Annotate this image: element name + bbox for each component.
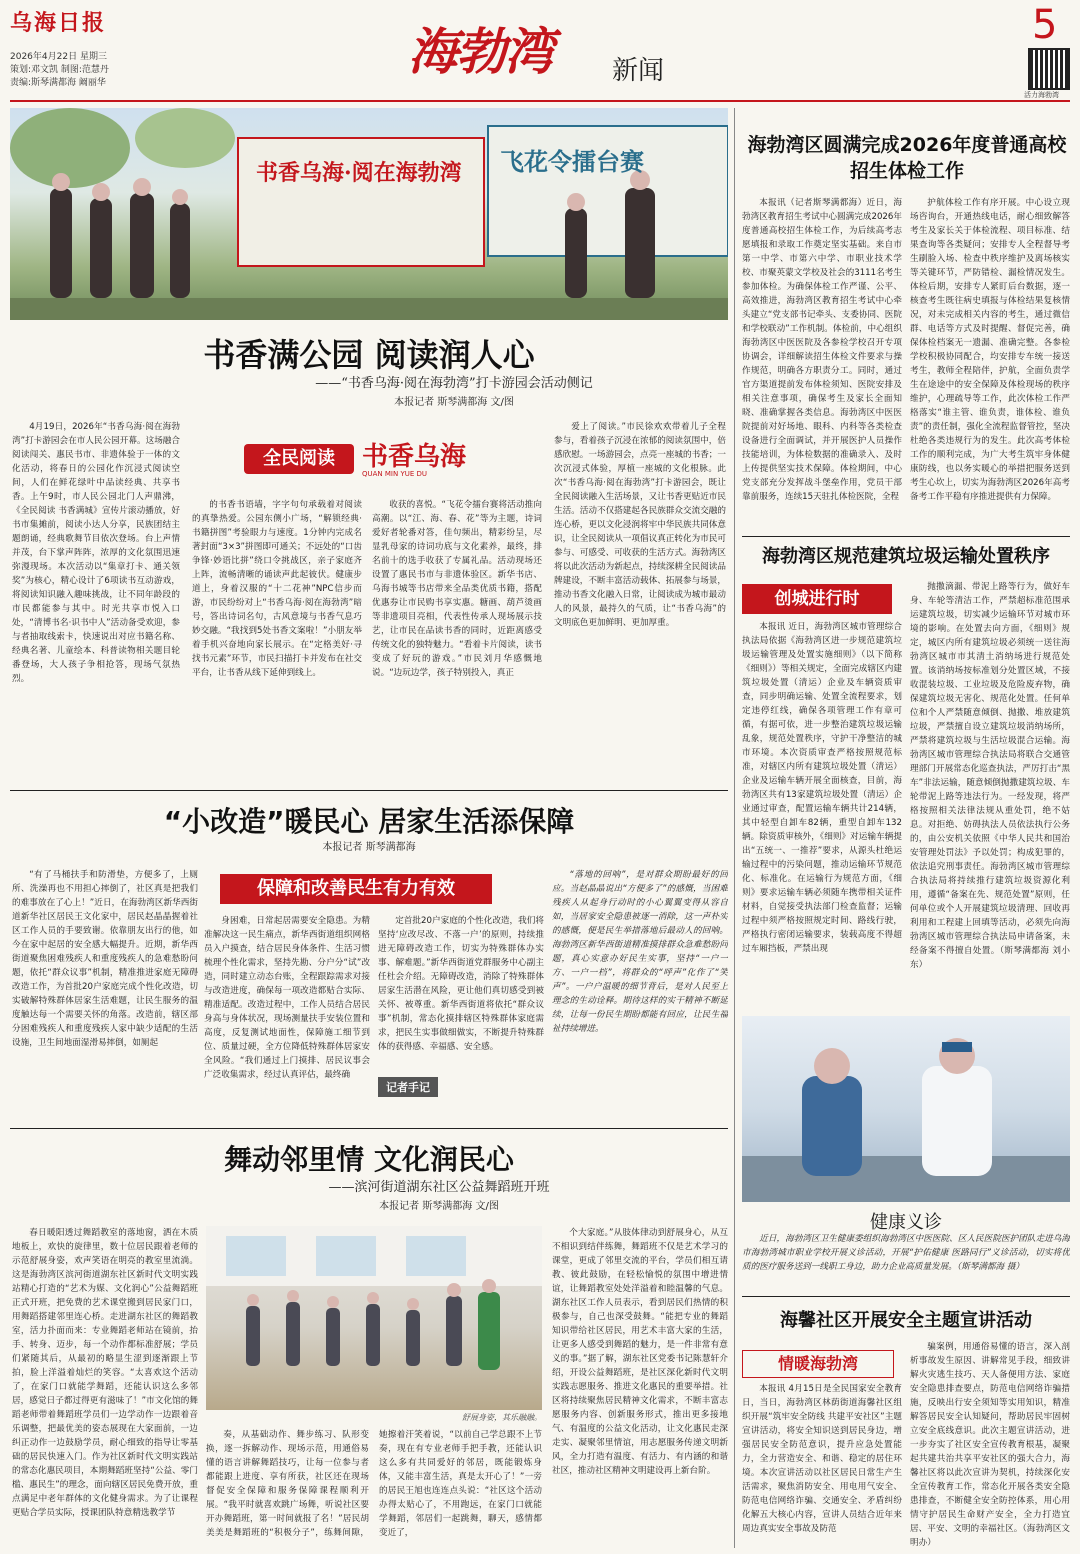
dance-column-3 <box>552 1226 728 1548</box>
safety-column-1 <box>742 1382 902 1548</box>
reading-logo-text: 全民阅读 <box>244 444 354 474</box>
physical-column-2 <box>910 196 1070 536</box>
dance-photo <box>206 1226 542 1410</box>
lead-col2-text: 的书香书语墙，字字句句承载着对阅读的真挚热爱。公园东侧小广场，“解锁经典·书籍拼图”考验眼力与速度。1分钟内完成名著封面“3×3”拼图即可通关；不远处的“口齿争锋·妙语比拼”绕口令挑战区，亲子家庭齐上阵，流畅清晰的诵读声此起彼伏。健康步道上，身着汉服的“十二花神”NPC信步而游，市民纷纷对上“书香乌海·阅在海勃湾”暗号，答出诗词名句，古风意境与书香气息巧妙交融。“我找到5处书香文案啦！”小朋友举着手机兴奋地向家长展示。在“定格美好·寻找书元素”环节，市民扫描打卡并发布在社交平台，让书香从线下延伸到线上。 <box>192 500 362 678</box>
lead-column-3 <box>372 498 542 780</box>
lead-column-4 <box>554 420 726 780</box>
date-line: 2026年4月22日 星期三 <box>10 52 107 62</box>
dance-col1-text: 春日暖阳透过舞蹈教室的落地窗，洒在木质地板上，欢快的旋律里，数十位居民跟着老师的示范舒展身姿，欢声笑语在明亮的教室里流淌。这是海勃湾区滨河街道湖东社区新时代文明实践站精心打造的“艺术为媒、文化润心”公益舞蹈班正式开班，把免费的艺术课堂搬到居民家门口，用舞蹈搭建邻里连心桥。走进湖东社区的舞蹈教室，活力扑面而来：专业舞蹈老师站在镜前，抬手、转身、迈步，每一个动作都标准舒展；学员们紧随其后，从最初的略显生涩到逐渐跟上节拍，脸上洋溢着灿烂的笑容。“太喜欢这个活动了，在家门口就能学舞蹈，还能认识这么多邻居，感觉日子都过得更有滋味了！”市文化馆的舞蹈老师带着舞蹈班学员们一边学动作一边跟着音乐调整，把最优美的姿态展现在大家面前，一边纠正动作一边鼓励学员，耐心细致的指导让零基础的居民快速入门。作为社区新时代文明实践站的常态化惠民项目，本期舞蹈班坚持“公益、零门槛、惠民生”的理念，面向辖区居民免费开放，重点满足中老年群体的文化健身需求。为了让课程更贴合学员实际，授课团队特意精选教学节 <box>12 1228 198 1518</box>
renovation-col1-text: “有了马桶扶手和防滑垫，方便多了，上厕所、洗澡再也不用担心摔倒了，社区真是把我们的难事放在了心上！”近日，在海勃湾区新华西街道新华社区居民王文化家中，居民赵晶晶握着社区工作人员的手要致谢。依靠朋友出行的他，如今在家中起居的安全感大幅提升。近期，新华西街道聚焦困难残疾人和重度残疾人的急难愁盼问题，依托“群众议事”机制，精准推进家庭无障碍改造工作，为首批20户家庭完成个性化改造，切实破解特殊群体居家生活难题，让民生服务的温度触达每一个需要关怀的角落。改造前，辖区部分困难残疾人和重度残疾人家中缺少适配的生活设施，卫生间地面湿滑易摔倒，如厕起 <box>12 870 198 1048</box>
qr-code-icon[interactable] <box>1028 48 1070 90</box>
renovation-column-2 <box>204 914 370 1118</box>
physical-column-1 <box>742 196 902 536</box>
dance-photo-scene <box>206 1226 542 1410</box>
proof-line: 责编:斯琴满都海 阚丽华 <box>10 78 106 88</box>
lead-byline: 本报记者 斯琴满都海 文/图 <box>394 397 514 408</box>
renovation-bottom-rule <box>10 1128 728 1129</box>
physical-col2-text: 护航体检工作有序开展。中心设立现场咨询台，开通热线电话，耐心细致解答考生及家长关于体检流程、项目标准、结果查询等各类疑问；安排专人全程督导考生刷脸入场、检查中秩序维护及离场核实等关键环节，严防错检、漏检情况发生。体检后期，安排专人紧盯后台数据，逐一核查考生既往病史填报与体检结果复核情况，对未完成相关内容的考生，通过微信群、电话等方式及时提醒、督促完善，确保体检档案无一遗漏、准确完整。各参检学校积极协同配合，均安排专车统一接送考生，教师全程陪伴，护航，全面负责学生在途途中的安全保障及体检现场的秩序维护，心理疏导等工作，此次体检工作严格落实“谁主管、谁负责，谁体检、谁负责”的责任制，强化全流程监督管控，坚决杜绝各类违规行为的发生。此次高考体检工作的顺利完成，为广大考生筑牢身体健康防线，也以务实暖心的举措把服务送到考生心坎上，切实为海勃湾区2026年高考备考工作平稳有序推进提供有力保障。 <box>910 198 1070 502</box>
masthead <box>10 6 310 90</box>
section-subtitle: 新闻 <box>612 56 665 86</box>
dance-col3-text: 个大家庭。”从肢体律动到舒展身心，从互不相识到结伴练舞，舞蹈班不仅是艺术学习的课堂，更成了邻里交流的平台，学员们相互请教、彼此鼓励，在轻松愉悦的氛围中增进情谊，让舞蹈教室处处洋溢着和睦温馨的气息。湖东社区工作人员表示，看到居民们热情的积极参与，自己也深受鼓舞。“能把专业的舞蹈知识带给社区居民，用艺术丰富大家的生活，让更多人感受到舞蹈的魅力，是一件非常有意义的事。”据了解，湖东社区党委书记陈慧轩介绍，开设公益舞蹈班，是社区深化新时代文明实践志愿服务、推进文化惠民的重要举措。社区将持续聚焦居民精神文化需求，不断丰富志愿服务内容、创新服务形式，推出更多接地气、有温度的公益文化活动，让文化惠民走深走实、凝聚邻里情谊，用志愿服务传递文明新风，全力打造有温度、有活力、有内涵的和谐社区，推动社区精神文明建设再上新台阶。 <box>552 1228 728 1476</box>
reporter-note-title: 记者手记 <box>378 1077 438 1097</box>
paper-name: 乌海日报 <box>10 10 107 36</box>
renovation-column-1 <box>12 868 198 1118</box>
waste-headline: 海勃湾区规范建筑垃圾运输处置秩序 <box>762 546 1050 567</box>
lead-col3-text: 收获的喜悦。“飞花令擂台赛将活动推向高潮。以“江、海、春、花”等为主题，诗词爱好者轮番对答，佳句频出，精彩纷呈，尽显乳母家的诗词功底与文化素养，最终，排名前十的选手收获了专属礼品。活动现场还设置了惠民书市与非遗体验区。新华书店、乌海书城等书店带来全品类优质书籍，搭配优惠券让市民购书享实惠。糖画、葫芦烫画等非遗项目亮相，代表性传承人现场展示技艺，让市民在品读书香的同时，近距离感受传统文化的独特魅力。“看着卡片阅读，读书变成了好玩的游戏。”市民刘月华感慨地说。“边玩边学，孩子特别投入，真正 <box>372 500 542 678</box>
lead-photo <box>10 108 728 320</box>
waste-col1-text: 本报讯 近日，海勃湾区城市管理综合执法局依据《海勃湾区进一步规范建筑垃圾运输管理及处置实施细则》（以下简称《细则》）等相关规定，全面完成辖区内建筑垃圾处置（清运）企业及车辆资质审查，同步明确运输、处置全流程要求，划定违停红线，确保各项管理工作有章可循，有据可依，进一步整治建筑垃圾运输乱象，规范处置秩序，守护干净整洁的城市环境。本次资质审查严格按照规范标准，对辖区内所有建筑垃圾处置（清运）企业及运输车辆开展全面核查，目前，海勃湾区共有13家建筑垃圾处置（清运）企业通过审查，配置运输车辆共计214辆，其中轻型自卸车82辆，重型自卸车132辆。除资质审核外，《细则》对运输车辆提出“五统一、一推荐”要求，从源头杜绝运输过程中的污染问题，推动运输环节规范化、标准化。在运输行为规范方面，《细则》要求运输车辆必须随车携带相关证件材料，自觉接受执法部门检查监督；运输过程中须严格按照规定时间、路线行驶，严格执行密闭运输要求，装载高度不得超过车厢挡板，严禁出现 <box>742 622 902 954</box>
lead-bottom-rule <box>10 790 728 791</box>
photo-banner-right: 飞花令擂台赛 <box>500 147 644 176</box>
dance-photo-caption: 舒展身姿，其乐融融。 <box>462 1413 542 1422</box>
renovation-banner: 保障和改善民生有力有效 <box>220 874 492 904</box>
dance-column-1 <box>12 1226 198 1548</box>
dance-headline: 舞动邻里情 文化润民心 <box>224 1143 514 1176</box>
qr-label: 活力海勃湾 <box>1024 91 1059 99</box>
health-title: 健康义诊 <box>870 1212 942 1233</box>
reporter-note-column <box>552 868 728 1118</box>
lead-col1-text: 4月19日，2026年“书香乌海·阅在海勃湾”打卡游园会在市人民公园开幕。这场融合阅读闯关、惠民书市、非遗体验于一体的文化活动，将春日的公园化作沉浸式阅读空间，人们在鲜花绿叶中品读经典、共享书香。上午9时，市人民公园北门人声鼎沸，《全民阅读 书香满城》宣传片滚动播放，好书市集摊前，阅读小达人分享，民族团结主题朗诵，经典歌舞节目依次登场。台上声情并茂，台下掌声阵阵，浓厚的文化氛围迅速弥漫现场。本次活动以“集章打卡、通关领奖”为核心，精心设计了6项读书互动游戏，将阅读知识融入趣味挑战，让不同年龄段的市民都能参与其中。时光共享市悦入口处，“清博书名·识书中人”活动备受欢迎，参与者抽取线索卡，快速说出对应书籍名称、经典名著、儿童绘本、科普读物相关题目轮番登场，大人孩子争相抢答，现场气氛热烈。 <box>12 422 180 684</box>
editor-line: 策划:邓文凯 制图:范慧丹 <box>10 65 109 75</box>
renovation-col3-text: 定首批20户家庭的个性化改造，我们将坚持‘应改尽改、不落一户’的原则，持续推进无障碍改造工作，切实为特殊群体办实事、解难题。”新华西街道党群服务中心副主任杜会介绍。无障碍改造，消除了特殊群体居家生活潜在风险，更让他们真切感受到被关怀、被尊重。新华西街道将依托“群众议事”机制，常态化摸排辖区特殊群体家庭需求，把民生实事做细做实，不断提升特殊群体的获得感、幸福感、安全感。 <box>378 916 544 1052</box>
health-photo <box>742 1016 1070 1202</box>
dance-subhead: ——滨河街道湖东社区公益舞蹈班开班 <box>328 1180 550 1195</box>
safety-col1-text: 本报讯 4月15日是全民国家安全教育日，当日，海勃湾区林荫街道海馨社区组织开展“筑牢安全防线 共建平安社区”主题宣讲活动，将安全知识送到居民身边，增强居民安全防范意识，提升应急处置能力，全力营造安全、和谐、稳定的居住环境。本次宣讲活动以社区居民日常生产生活需求，聚焦消防安全、用电用气安全、防范电信网络诈骗、交通安全、矛盾纠纷化解五大核心内容，宣讲人员结合近年来周边真实安全事故及防范 <box>742 1384 902 1534</box>
physical-headline: 海勃湾区圆满完成2026年度普通高校招生体检工作 <box>747 134 1067 182</box>
health-bottom-rule <box>742 1296 1070 1297</box>
reading-logo-text2: 书香乌海 <box>362 442 467 472</box>
lead-col4-text: 爱上了阅读。”市民徐欢欢带着儿子全程参与，看着孩子沉浸在浓郁的阅读氛围中，倍感欣慰。一场游园会，点亮一座城的书香；一次沉浸式体验，厚植一座城的文化根脉。此次“书香乌海·阅在海勃湾”打卡游园会，既让全民阅读融入生活场景，又让书香更贴近市民生活。活动不仅搭建起各民族群众交流交融的连心桥，更以文化浸润将牢中华民族共同体意识，让全民阅读从一项倡议真正转化为市民可参与、可感受、可收获的生活方式。海勃湾区将以此次活动为新起点，持续深耕全民阅读品牌建设，不断丰富活动载体、拓展参与场景，推动书香文化融入日常，让阅读成为城市最动人的风景，最持久的气质，让“书香乌海”的文明底色更加鲜明、更加厚重。 <box>554 422 726 628</box>
lead-photo-scene <box>10 108 728 320</box>
health-photo-scene <box>742 1016 1070 1202</box>
health-caption-text: 近日，海勃湾区卫生健康委组织海勃湾区中医医院、区人民医院医护团队走进乌海市海勃湾城市职业学校开展义诊活动，开展“护佑健康 医路同行”义诊活动，切实将优质的医疗服务送到一线职工身边，助力企业高质量发展。（斯琴满都海 摄） <box>742 1234 1070 1272</box>
safety-col2-text: 骗案例，用通俗易懂的语言，深入剖析事故发生原因、讲解常见手段，细致讲解火灾逃生技巧、天人备便用方法、家庭安全隐患排查要点，防范电信网络诈骗措施，反映出行安全须知等实用知识，精准解答居民安全认知疑问，帮助居民牢固树立安全底线意识。此次主题宣讲活动，进一步夯实了社区安全宣传教育根基，凝聚起共建共治共享平安社区的强大合力，海馨社区将以此次宣讲为契机，持续深化安全宣传教育工作，常态化开展各类安全隐患排查，不断健全安全防控体系，用心用情守护居民生命财产安全，全力打造宜居、平安、文明的幸福社区。（海勃湾区文明办） <box>910 1342 1070 1548</box>
reporter-note-text: “落地的回响”，是对群众期盼最好的回应。当赵晶晶说出“方便多了”的感慨，当困难残疾人从起身行动时的小心翼翼变得从容自如，当居家安全隐患被逐一消除，这一声朴实的感慨，便是民生举措落地后最动人的回响。海勃湾区新华西街道精准摸排群众急难愁盼问题，真心实意办好民生实事，坚持“一户一方、一户一档”，将群众的“呼声”化作了“笑声”。一户户温暖的细节背后，是对人民至上理念的生动诠释。期待这样的实干精神不断延续，让每一份民生期盼都能有回应，让民生福祉持续增进。 <box>552 870 728 1034</box>
physical-bottom-rule <box>742 536 1070 537</box>
lead-column-2 <box>192 498 362 780</box>
renovation-byline: 本报记者 斯琴满都海 <box>322 842 416 853</box>
safety-column-2 <box>910 1340 1070 1548</box>
waste-col2-text: 抛撒滴漏、带泥上路等行为，做好车身、车轮等清洁工作，严禁超标准范围承运建筑垃圾，切实减少运输环节对城市环境的影响。在处置去向方面，《细则》规定，城区内所有建筑垃圾必须统一送往海勃湾区城市市其清土消纳场进行规范处置。该消纳场按标准划分处置区域，不接收混装垃圾、工业垃圾及危险废弃物，确保建筑垃圾无害化、规范化处置。任何单位和个人严禁随意倾倒、抛撒、堆放建筑垃圾，严禁擅自设立建筑垃圾消纳场所，严禁将建筑垃圾与生活垃圾混合运输。海勃湾区城市管理综合执法局将联合交通管理部门开展常态化巡查执法，严厉打击“黑车”非法运输，随意倾倒抛撒建筑垃圾、车轮带泥上路等违法行为。一经发现，将严格按照相关法律法规从重处罚，绝不姑息。对拒绝、妨碍执法人员依法执行公务的，由公安机关依照《中华人民共和国治安管理处罚法》予以处罚；构成犯罪的，依法追究刑事责任。海勃湾区城市管理综合执法局将持续推行建筑垃圾资源化利用，遵循“备案在先、规范处置”原则，任何单位或个人开展建筑垃圾清理、回收再利用和工程建上回填等活动，必须先向海勃湾区城市管理综合执法局申请备案，未经备案不得擅自处置。（斯琴满都海 刘小东） <box>910 582 1070 970</box>
lead-subhead: ——“书香乌海·阅在海勃湾”打卡游园会活动侧记 <box>315 376 593 391</box>
reading-logo <box>244 436 484 488</box>
dance-col2-text: 奏，从基础动作、舞步练习、队形变换，逐一拆解动作、现场示范，用通俗易懂的语言讲解舞蹈技巧，让每一位参与者都能跟上进度、享有所获，社区还在现场督促安全保障和服务保障课程顺利开展。“我平时就喜欢跳广场舞，听说社区要开办舞蹈班，第一时间就报了名！”居民胡美美是舞蹈班的“积极分子”，练舞间隙，她擦着汗笑着说，“以前自己学总跟不上节奏，现在有专业老师手把手教，还能认识这么多有共同爱好的邻居，既能锻炼身体，又能丰富生活，真是太开心了！”一旁的居民王旭也连连点头说：“社区这个活动办得太贴心了，不用跑远，在家门口就能学舞蹈，邻居们一起跳舞，聊天，感情都变近了， <box>206 1430 542 1538</box>
renovation-col2-text: 身困难，日常起居需要安全隐患。为精准解决这一民生痛点，新华西街道组织网格员入户摸查，结合居民身体条件、生活习惯梳理个性化需求，坚持先勘、分户分“试”改造，同时建立动态台账，全程跟踪需求对接与改造进度，确保每一项改造都贴合实际、精准适配。改造过程中，工作人员结合居民身高与身体状况，现场测量扶手安装位置和高度，反复测试地面性，保障施工细节到位、质量过硬，全方位降低特殊群体居家安全风险。“我们通过上门摸排、居民议事会广泛收集需求，经过认真评估，最终确 <box>204 916 370 1080</box>
safety-headline: 海馨社区开展安全主题宣讲活动 <box>780 1310 1032 1331</box>
lead-headline: 书香满公园 阅读润人心 <box>203 336 535 374</box>
renovation-column-3 <box>378 914 544 1070</box>
dance-byline: 本报记者 斯琴满都海 文/图 <box>379 1201 499 1212</box>
waste-column-1 <box>742 620 902 1010</box>
renovation-headline: “小改造”暖民心 居家生活添保障 <box>163 805 575 838</box>
reporter-note-box <box>378 1076 544 1097</box>
lead-column-1 <box>12 420 180 780</box>
dance-column-2 <box>206 1428 542 1548</box>
column-divider <box>734 108 735 1548</box>
reading-logo-pinyin: QUAN MIN YUE DU <box>362 470 428 478</box>
waste-column-2 <box>910 580 1070 1010</box>
page-number: 5 <box>1032 2 1058 48</box>
waste-banner: 创城进行时 <box>742 584 892 614</box>
safety-logo: 情暖海勃湾 <box>742 1350 894 1378</box>
physical-col1-text: 本报讯（记者斯琴满都海）近日，海勃湾区教育招生考试中心圆满完成2026年度普通高校招生体检工作，为后续高考志愿填报和录取工作奠定坚实基础。来自市第一中学、市第六中学、市职业技术学校、市聚英蒙文学校及社会的3111名考生参加体检。为确保体检工作严谨、公平、高效推进，海勃湾区教育招生考试中心牵头建立“党支部书记牵头、支委协同、医院和学校联动”工作机制。体检前，中心组织海勃湾区中医医院及各参检学校召开专项协调会，详细解读招生体检文件要求与操作规范，明确各方职责分工。同时，通过官方渠道提前发布体检须知、医院安排及相关注意事项，确保考生及家长全面知晓、准确掌握各类信息。海勃湾区中医医院提前对好场地、眼科、内科等各类检查设备进行全面调试，并开展医护人员操作技能培训，为体检数据的准确录入、及时上传提供坚实技术保障。体检期间，中心党支部充分发挥战斗堡垒作用，党员干部靠前服务，连续15天驻扎体检医院，全程 <box>742 198 902 502</box>
masthead-rule <box>10 100 1070 102</box>
health-caption <box>742 1232 1070 1290</box>
section-title: 海勃湾 <box>408 22 552 81</box>
photo-banner-left: 书香乌海·阅在海勃湾 <box>256 160 462 186</box>
